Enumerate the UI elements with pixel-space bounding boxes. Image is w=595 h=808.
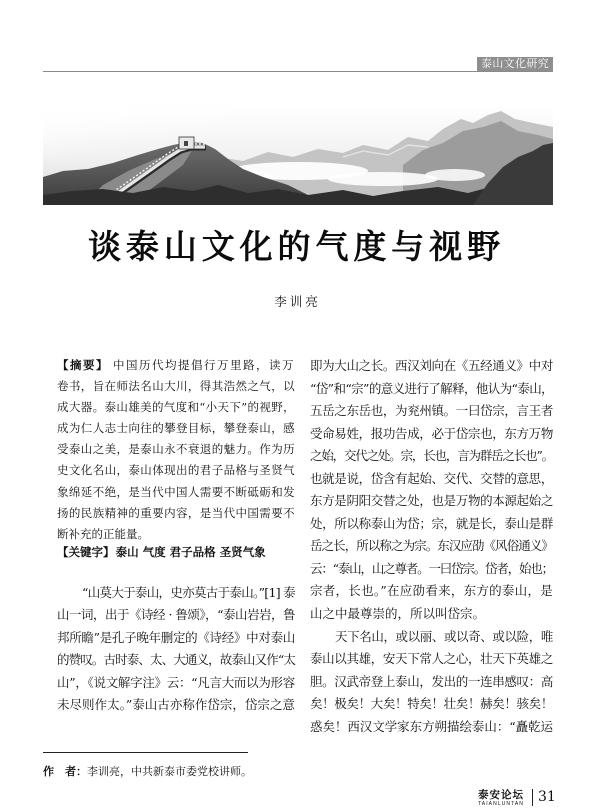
abstract-line: 成大器。泰山雄美的气度和“小天下”的视野， bbox=[57, 400, 295, 415]
author-footnote bbox=[43, 764, 343, 780]
keywords bbox=[57, 542, 295, 563]
body-line: 未尽则作太。”泰山古亦称作岱宗，岱宗之意 bbox=[57, 697, 295, 713]
body-line: 惑矣！西汉文学家东方朔描绘泰山：“矗乾运 bbox=[310, 718, 553, 734]
banner-photo-graphic bbox=[43, 105, 553, 205]
body-line: 山一词，出于《诗经 · 鲁颂》，“泰山岩岩，鲁 bbox=[57, 607, 295, 623]
journal-pinyin: TAIANLUNTAN bbox=[478, 801, 524, 807]
author-footnote-label: 作 者： bbox=[43, 765, 87, 778]
body-line: “山莫大于泰山，史亦莫古于泰山。”[1] 泰 bbox=[82, 585, 295, 600]
body-line: 宗者，长也。”在应劭看来，东方的泰山，是 bbox=[310, 583, 553, 599]
body-line: 之始，交代之处。宗，长也，言为群岳之长也”。 bbox=[310, 448, 553, 464]
body-line: 天下名山，或以丽、或以奇、或以险，唯 bbox=[335, 628, 553, 644]
section-tag bbox=[477, 57, 553, 71]
body-line: 胆。汉武帝登上泰山，发出的一连串感叹：高 bbox=[310, 673, 553, 689]
body-line: 山”，《说文解字注》云：“凡言大而以为形容 bbox=[57, 674, 295, 690]
body-line: 即为大山之长。西汉刘向在《五经通义》中对 bbox=[310, 358, 553, 373]
abstract bbox=[57, 355, 295, 545]
body-line: 五岳之东岳也，为兖州镇。一曰岱宗，言王者 bbox=[310, 403, 553, 419]
abstract-line bbox=[57, 355, 295, 376]
body-line: 受命易姓，报功告成，必于岱宗也，东方万物 bbox=[310, 425, 553, 441]
article-title bbox=[88, 227, 505, 267]
abstract-line: 断补充的正能量。 bbox=[57, 526, 149, 541]
page-number: 31 bbox=[538, 789, 556, 805]
body-line: 泰山以其雄，安天下常人之心，壮天下英雄之 bbox=[310, 651, 553, 667]
section-tag-label: 泰山文化研究 bbox=[481, 57, 549, 70]
article-author: 李训亮 bbox=[274, 294, 321, 309]
abstract-label: 【摘要】 bbox=[57, 358, 109, 372]
abstract-line: 成为仁人志士向往的攀登目标，攀登泰山，感 bbox=[57, 421, 295, 436]
abstract-line: 扬的民族精神的重要内容，是当代中国需要不 bbox=[57, 505, 295, 520]
page-number-divider bbox=[532, 789, 533, 806]
keywords-line bbox=[57, 542, 295, 563]
body-line: 矣！极矣！大矣！特矣！壮矣！赫矣！骇矣！ bbox=[310, 696, 553, 712]
body-line: 东方是阴阳交替之处，也是万物的本源起始之 bbox=[310, 493, 553, 509]
body-line: 岳之长，所以称之为宗。东汉应劭《风俗通义》 bbox=[310, 538, 553, 554]
journal-name: 泰安论坛 bbox=[478, 789, 524, 801]
banner-photo bbox=[43, 105, 553, 205]
body-line: 也就是说，岱含有起始、交代、交替的意思， bbox=[310, 470, 553, 486]
journal-logo bbox=[478, 789, 524, 807]
body-line: 邦所瞻”是孔子晚年删定的《诗经》中对泰山 bbox=[57, 629, 295, 645]
body-line: 山之中最尊崇的，所以叫岱宗。 bbox=[310, 606, 486, 622]
photo-edge-fade bbox=[43, 105, 553, 205]
footnote-rule bbox=[43, 752, 248, 753]
author-footnote-text: 李训亮，中共新泰市委党校讲师。 bbox=[87, 765, 252, 778]
body-column-left bbox=[57, 582, 295, 716]
article-title-text: 谈泰山文化的气度与视野 bbox=[88, 227, 505, 266]
author-footnote-line bbox=[43, 764, 343, 780]
keywords-label: 【关键字】 bbox=[57, 545, 115, 559]
abstract-line: 象绵延不绝，是当代中国人需要不断砥砺和发 bbox=[57, 484, 295, 499]
body-line: 处，所以称泰山为岱；宗，就是长，泰山是群 bbox=[310, 515, 553, 531]
header-rule bbox=[43, 71, 553, 72]
body-line: 的赞叹。古时泰、太、大通义，故泰山又作“太 bbox=[57, 652, 295, 668]
body-line: “岱”和“宗”的意义进行了解释，他认为“泰山， bbox=[310, 380, 553, 396]
abstract-line: 史文化名山，泰山体现出的君子品格与圣贤气 bbox=[57, 463, 295, 478]
abstract-line: 卷书，旨在师法名山大川，得其浩然之气，以 bbox=[57, 379, 295, 394]
body-column-right bbox=[310, 355, 553, 738]
body-line: 云：“泰山，山之尊者。一曰岱宗。岱者，始也； bbox=[310, 560, 553, 576]
abstract-text: 中国历代均提倡行万里路，读万 bbox=[113, 358, 296, 372]
keywords-text: 泰山 气度 君子品格 圣贤气象 bbox=[115, 545, 266, 559]
abstract-line: 受泰山之美，是泰山永不衰退的魅力。作为历 bbox=[57, 442, 295, 457]
